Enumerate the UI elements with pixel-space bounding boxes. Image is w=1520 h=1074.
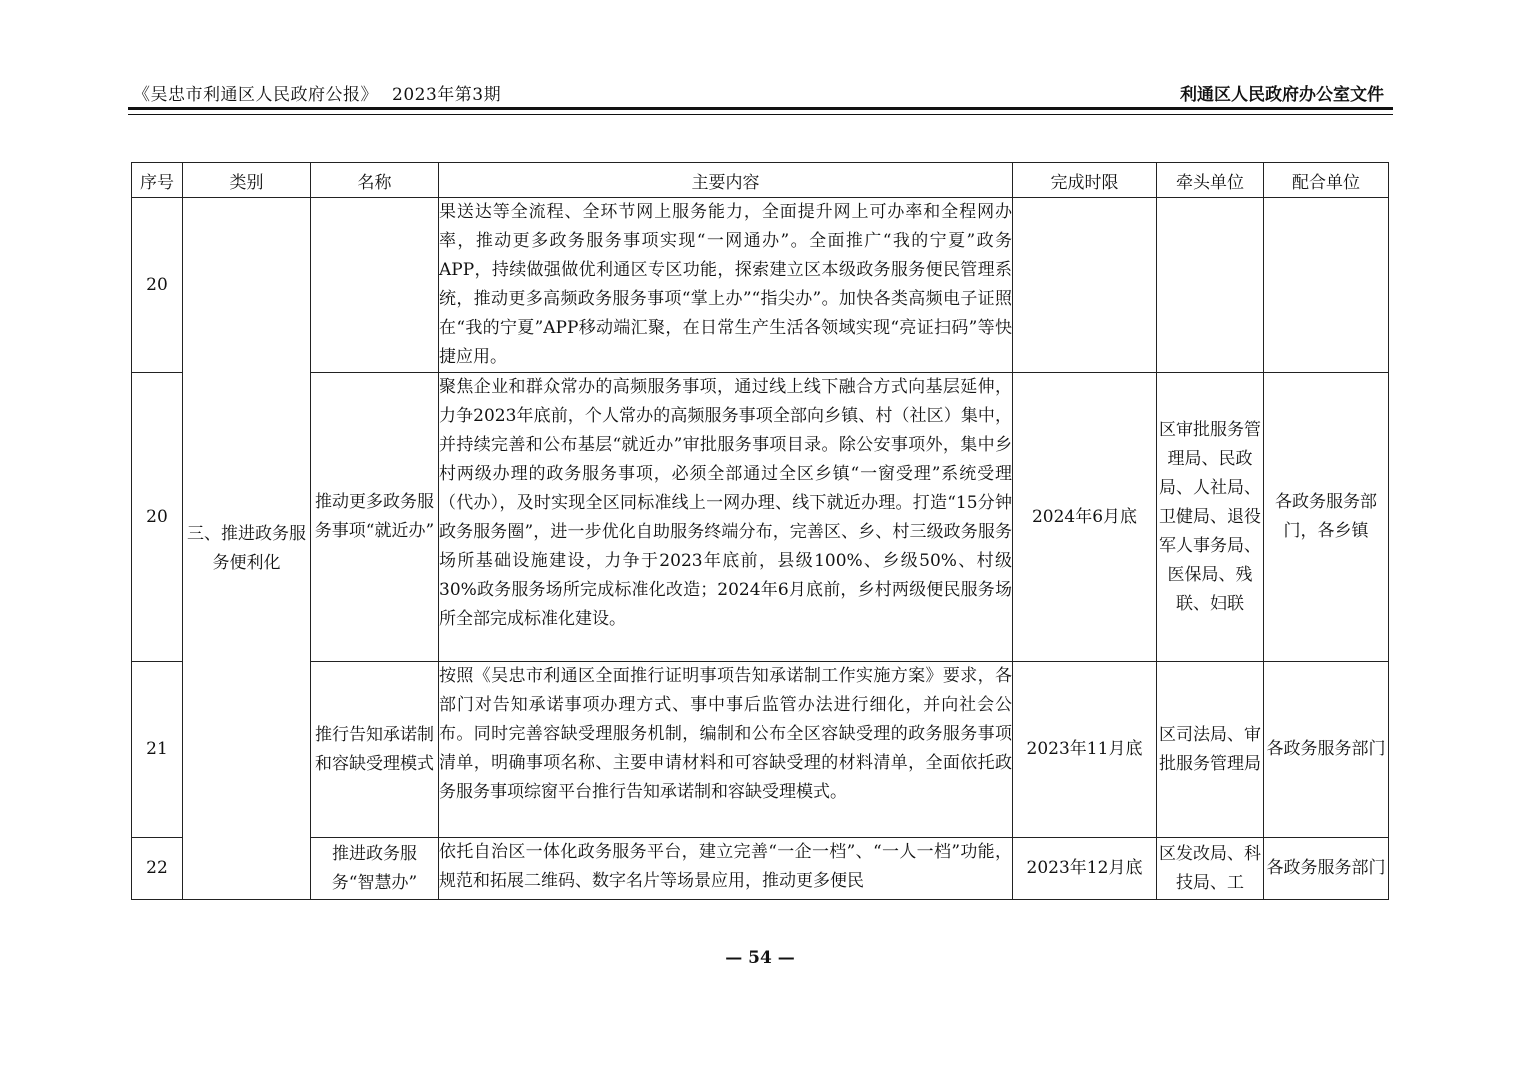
- task-table: [131, 162, 1389, 900]
- task-content: 果送达等全流程、全环节网上服务能力，全面提升网上可办率和全程网办率，推动更多政务服务事项实现“一网通办”。全面推广“我的宁夏”政务APP，持续做强做优利通区专区功能，探索建立区本级政务服务便民管理系统，推动更多高频政务服务事项“掌上办”“指尖办”。加快各类高频电子证照在“我的宁夏”APP移动端汇聚，在日常生产生活各领域实现“亮证扫码”等快捷应用。: [439, 198, 1013, 373]
- publication-title: 《吴忠市利通区人民政府公报》: [133, 85, 378, 105]
- task-content: 依托自治区一体化政务服务平台，建立完善“一企一档”、“一人一档”功能，规范和拓展二维码、数字名片等场景应用，推动更多便民: [439, 838, 1013, 900]
- lead-unit: 区司法局、审批服务管理局: [1157, 662, 1264, 838]
- table-row: [132, 198, 1389, 373]
- lead-unit: 区发改局、科技局、工: [1157, 838, 1264, 900]
- task-content: 按照《吴忠市利通区全面推行证明事项告知承诺制工作实施方案》要求，各部门对告知承诺事项办理方式、事中事后监管办法进行细化，并向社会公布。同时完善容缺受理服务机制，编制和公布全区容缺受理的政务服务事项清单，明确事项名称、主要申请材料和可容缺受理的材料清单，全面依托政务服务事项综窗平台推行告知承诺制和容缺受理模式。: [439, 662, 1013, 838]
- table-row: [132, 662, 1389, 838]
- support-unit: 各政务服务部门，各乡镇: [1264, 373, 1389, 662]
- table-header-row: [132, 163, 1389, 198]
- row-number: 20: [132, 373, 183, 662]
- col-header-lead-unit: 牵头单位: [1157, 163, 1264, 198]
- col-header-content: 主要内容: [439, 163, 1013, 198]
- row-number: 20: [132, 198, 183, 373]
- table-row: [132, 373, 1389, 662]
- task-name: [311, 198, 439, 373]
- header-rule-thin: [128, 114, 1393, 115]
- header-rule-thick: [128, 107, 1393, 110]
- support-unit: [1264, 198, 1389, 373]
- task-deadline: 2024年6月底: [1013, 373, 1157, 662]
- col-header-no: 序号: [132, 163, 183, 198]
- lead-unit: [1157, 198, 1264, 373]
- table-row: [132, 838, 1389, 900]
- col-header-name: 名称: [311, 163, 439, 198]
- lead-unit: 区审批服务管理局、民政局、人社局、卫健局、退役军人事务局、医保局、残联、妇联: [1157, 373, 1264, 662]
- support-unit: 各政务服务部门: [1264, 838, 1389, 900]
- col-header-category: 类别: [183, 163, 311, 198]
- task-deadline: [1013, 198, 1157, 373]
- col-header-support-unit: 配合单位: [1264, 163, 1389, 198]
- col-header-deadline: 完成时限: [1013, 163, 1157, 198]
- issue-number: 2023年第3期: [392, 85, 502, 105]
- task-content: 聚焦企业和群众常办的高频服务事项，通过线上线下融合方式向基层延伸，力争2023年底前，个人常办的高频服务事项全部向乡镇、村（社区）集中，并持续完善和公布基层“就近办”审批服务事项目录。除公安事项外，集中乡村两级办理的政务服务事项，必须全部通过全区乡镇“一窗受理”系统受理（代办），及时实现全区同标准线上一网办理、线下就近办理。打造“15分钟政务服务圈”，进一步优化自助服务终端分布，完善区、乡、村三级政务服务场所基础设施建设，力争于2023年底前，县级100%、乡级50%、村级30%政务服务场所完成标准化改造；2024年6月底前，乡村两级便民服务场所全部完成标准化建设。: [439, 373, 1013, 662]
- support-unit: 各政务服务部门: [1264, 662, 1389, 838]
- task-name: 推进政务服务“智慧办”: [311, 838, 439, 900]
- publication-header: [133, 80, 501, 105]
- row-number: 21: [132, 662, 183, 838]
- task-name: 推行告知承诺制和容缺受理模式: [311, 662, 439, 838]
- page-number: — 54 —: [725, 948, 795, 968]
- task-deadline: 2023年12月底: [1013, 838, 1157, 900]
- task-name: 推动更多政务服务事项“就近办”: [311, 373, 439, 662]
- category-cell: 三、推进政务服务便利化: [183, 198, 311, 900]
- row-number: 22: [132, 838, 183, 900]
- task-deadline: 2023年11月底: [1013, 662, 1157, 838]
- office-document-title: 利通区人民政府办公室文件: [1180, 85, 1384, 105]
